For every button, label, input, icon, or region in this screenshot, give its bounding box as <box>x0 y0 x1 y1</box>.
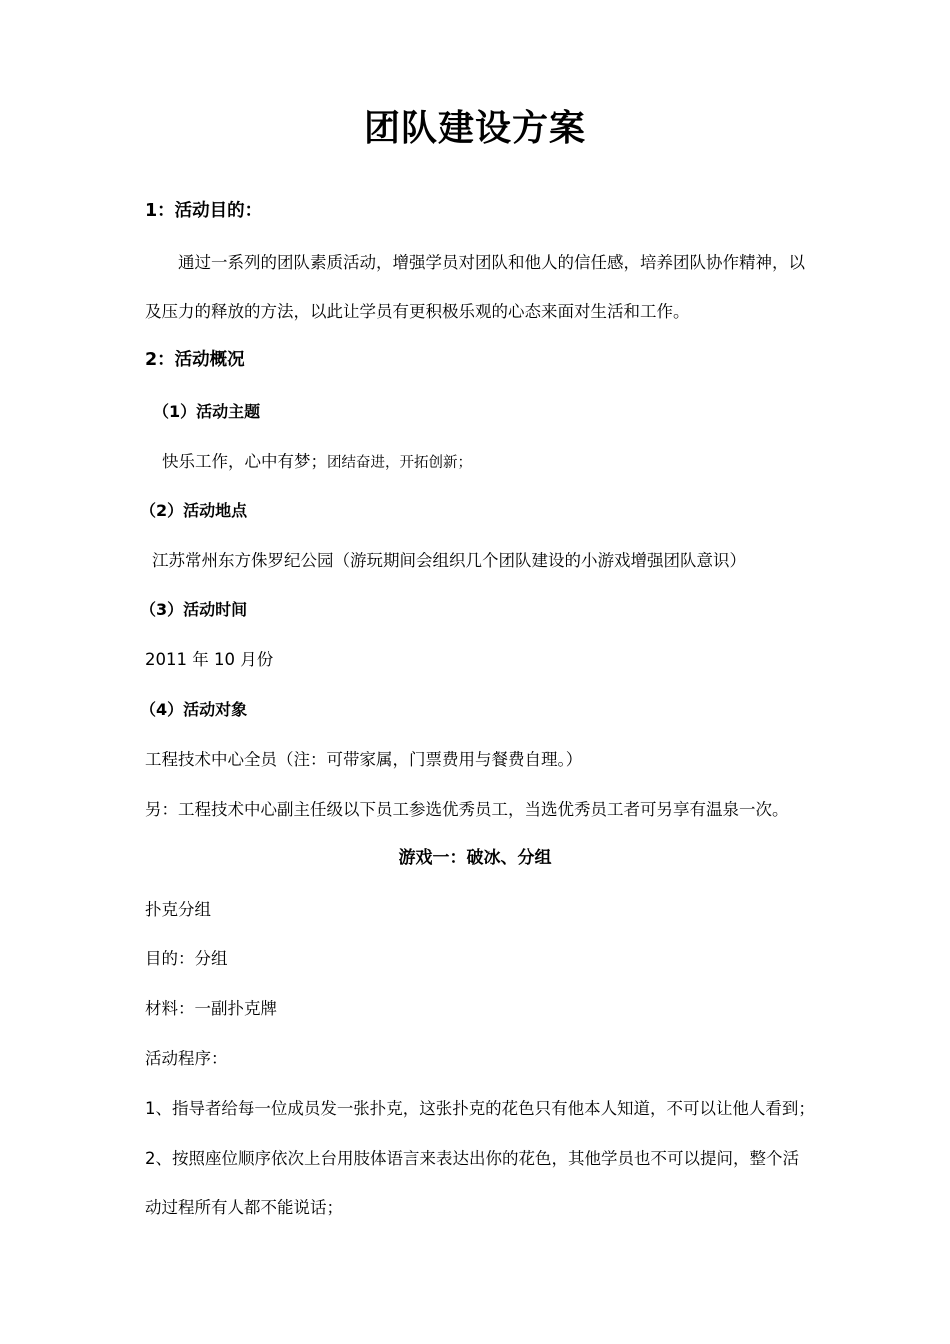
target-extra-note: 另：工程技术中心副主任级以下员工参选优秀员工，当选优秀员工者可另享有温泉一次。 <box>145 800 789 819</box>
game1-step1: 1、指导者给每一位成员发一张扑克，这张扑克的花色只有他本人知道，不可以让他人看到； <box>145 1099 815 1118</box>
game1-step2-line1: 2、按照座位顺序依次上台用肢体语言来表达出你的花色，其他学员也不可以提问，整个活 <box>145 1149 799 1168</box>
section1-paragraph-line2: 及压力的释放的方法，以此让学员有更积极乐观的心态来面对生活和工作。 <box>145 302 690 321</box>
document-title: 团队建设方案 <box>363 108 586 149</box>
game1-procedure-label: 活动程序： <box>145 1049 228 1068</box>
section1-paragraph-line1: 通过一系列的团队素质活动，增强学员对团队和他人的信任感，培养团队协作精神，以 <box>178 253 805 272</box>
theme-value-part2: 团结奋进，开拓创新； <box>327 455 472 471</box>
location-value: 江苏常州东方侏罗纪公园（游玩期间会组织几个团队建设的小游戏增强团队意识） <box>152 551 746 570</box>
target-value: 工程技术中心全员（注：可带家属，门票费用与餐费自理。） <box>145 750 583 769</box>
game1-step2-line2: 动过程所有人都不能说话； <box>145 1198 343 1217</box>
game1-purpose: 目的：分组 <box>145 949 228 968</box>
game1-heading: 游戏一：破冰、分组 <box>398 848 552 868</box>
theme-value <box>162 452 472 473</box>
location-label: （2）活动地点 <box>140 501 248 520</box>
section1-heading: 1：活动目的： <box>145 201 263 221</box>
theme-value-part1: 快乐工作，心中有梦； <box>162 452 327 471</box>
target-label: （4）活动对象 <box>140 700 248 719</box>
time-label: （3）活动时间 <box>140 600 248 619</box>
section2-heading: 2：活动概况 <box>145 350 245 370</box>
game1-name: 扑克分组 <box>145 900 211 919</box>
time-value: 2011 年 10 月份 <box>145 650 274 669</box>
theme-label: （1）活动主题 <box>153 402 261 421</box>
game1-material: 材料：一副扑克牌 <box>145 999 277 1018</box>
